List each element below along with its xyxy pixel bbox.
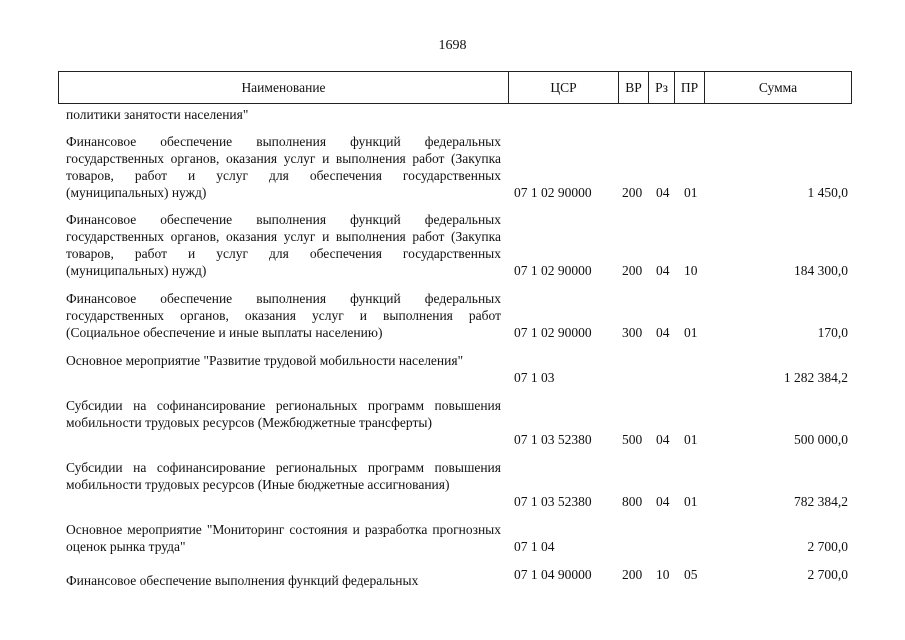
row-sum: 1 450,0 bbox=[807, 185, 848, 200]
row-vr: 500 bbox=[622, 432, 643, 447]
header-sum: Сумма bbox=[758, 79, 798, 95]
table-row bbox=[0, 459, 905, 510]
table-row bbox=[0, 133, 905, 201]
row-description: Финансовое обеспечение выполнения функций федеральных государственных органов, оказания услуг и выполнения работ (Социальное обеспечение и иные выплаты населению) bbox=[66, 291, 501, 340]
header-vr: ВР bbox=[619, 72, 649, 103]
header-name: Наименование bbox=[59, 72, 509, 103]
row-csr: 07 1 03 bbox=[514, 370, 555, 385]
row-vr: 300 bbox=[622, 325, 643, 340]
row-pr: 05 bbox=[684, 567, 698, 582]
row-sum: 2 700,0 bbox=[807, 567, 848, 582]
row-description: Финансовое обеспечение выполнения функций федеральных государственных органов, оказания услуг и выполнения работ (Закупка товаров, работ и услуг для обеспечения государственных (муниципальных) нужд) bbox=[66, 212, 501, 278]
row-vr: 800 bbox=[622, 494, 643, 509]
row-sum: 782 384,2 bbox=[794, 494, 848, 509]
row-rz: 10 bbox=[656, 567, 670, 582]
row-pr: 01 bbox=[684, 185, 698, 200]
row-csr: 07 1 03 52380 bbox=[514, 494, 592, 509]
table-row bbox=[0, 290, 905, 341]
row-rz: 04 bbox=[656, 185, 670, 200]
table-row bbox=[0, 211, 905, 279]
header-pr: ПР bbox=[675, 72, 705, 103]
row-pr: 01 bbox=[684, 494, 698, 509]
row-csr: 07 1 02 90000 bbox=[514, 263, 592, 278]
table-row bbox=[0, 397, 905, 448]
row-csr: 07 1 04 bbox=[514, 539, 555, 554]
row-csr: 07 1 02 90000 bbox=[514, 185, 592, 200]
row-csr: 07 1 03 52380 bbox=[514, 432, 592, 447]
header-rz: Рз bbox=[649, 72, 675, 103]
row-description: Субсидии на софинансирование региональных программ повышения мобильности трудовых ресурсов (Межбюджетные трансферты) bbox=[66, 398, 501, 430]
row-sum: 500 000,0 bbox=[794, 432, 848, 447]
row-rz: 04 bbox=[656, 263, 670, 278]
table-row bbox=[0, 106, 905, 123]
row-csr: 07 1 04 90000 bbox=[514, 567, 592, 582]
table-row bbox=[0, 352, 905, 386]
row-rz: 04 bbox=[656, 325, 670, 340]
row-sum: 2 700,0 bbox=[807, 539, 848, 554]
row-rz: 04 bbox=[656, 494, 670, 509]
row-sum: 170,0 bbox=[817, 325, 848, 340]
row-vr: 200 bbox=[622, 567, 643, 582]
row-rz: 04 bbox=[656, 432, 670, 447]
row-vr: 200 bbox=[622, 263, 643, 278]
row-csr: 07 1 02 90000 bbox=[514, 325, 592, 340]
row-vr: 200 bbox=[622, 185, 643, 200]
row-description: политики занятости населения" bbox=[66, 107, 249, 122]
row-description: Основное мероприятие "Развитие трудовой мобильности населения" bbox=[66, 353, 464, 368]
row-description: Финансовое обеспечение выполнения функций федеральных государственных органов, оказания услуг и выполнения работ (Закупка товаров, работ и услуг для обеспечения государственных (муниципальных) нужд) bbox=[66, 134, 501, 200]
row-pr: 10 bbox=[684, 263, 698, 278]
page-number: 1698 bbox=[438, 38, 467, 53]
row-sum: 184 300,0 bbox=[794, 263, 848, 278]
row-description: Финансовое обеспечение выполнения функций федеральных bbox=[66, 573, 419, 588]
row-pr: 01 bbox=[684, 432, 698, 447]
header-csr: ЦСР bbox=[509, 72, 619, 103]
row-pr: 01 bbox=[684, 325, 698, 340]
row-sum: 1 282 384,2 bbox=[783, 370, 848, 385]
row-description: Основное мероприятие "Мониторинг состояния и разработка прогнозных оценок рынка труда" bbox=[66, 522, 501, 554]
row-description: Субсидии на софинансирование региональных программ повышения мобильности трудовых ресурсов (Иные бюджетные ассигнования) bbox=[66, 460, 501, 492]
table-row bbox=[0, 566, 905, 588]
table-row bbox=[0, 521, 905, 555]
